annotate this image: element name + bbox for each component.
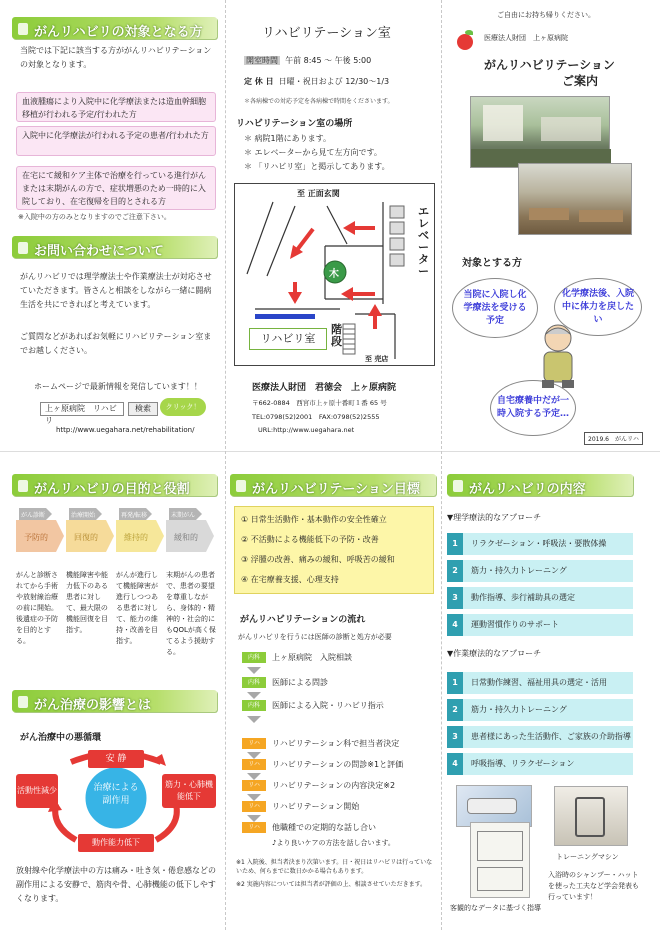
cycle-node-4: 活動性減少	[16, 774, 58, 808]
cycle-node-1: 安 静	[88, 750, 144, 768]
hospital-address: 〒662-0884 西宮市上ヶ原十番町１番 65 号	[252, 399, 387, 407]
fold-line-1	[225, 0, 226, 930]
flow-arrow-4	[247, 752, 261, 759]
flow-title: がんリハビリテーションの流れ	[240, 615, 366, 625]
cycle-node-2: 筋力・心肺機能低下	[162, 774, 216, 808]
caption-machine: トレーニングマシン	[556, 853, 619, 861]
photo-pulse-oximeter	[456, 785, 532, 827]
hospital-url: URL:http://www.uegahara.net	[258, 426, 355, 434]
location-item-3: ＊ 「リハビリ室」と掲示してあります。	[244, 162, 390, 171]
hours-value: 午前 8:45 〜 午後 5:00	[285, 56, 372, 65]
fold-line-2	[441, 0, 442, 930]
cover-org: 医療法人財団 上ヶ原病院	[484, 34, 568, 42]
target-item-1: 血液腫瘍により入院中に化学療法または造血幹細胞移植が行われる予定/行われた方	[16, 92, 216, 122]
ot-title: ▼作業療法的なアプローチ	[447, 649, 542, 658]
flow-arrow-5	[247, 773, 261, 780]
photo-training-machine	[554, 786, 628, 846]
map-stairs-label: 階段	[331, 323, 342, 348]
free-text: ご自由にお持ち帰りください。	[497, 11, 595, 19]
date-badge: 2019.6 がんリハ	[584, 432, 643, 445]
hours-label: 開室時間	[246, 56, 278, 65]
contact-url[interactable]: http://www.uegahara.net/rehabilitation/	[56, 426, 195, 434]
location-item-2: ＊ エレベーターから見て左方向です。	[244, 148, 382, 157]
floor-map	[234, 183, 435, 366]
contact-p2: ご質問などがあればお気軽にリハビリテーション室までお越しください。	[20, 332, 212, 355]
phase-3: 維持的	[124, 533, 148, 542]
map-room-label: リハビリ室	[249, 328, 327, 350]
target-note: ※入院中の方のみとなりますのでご注意下さい。	[18, 213, 171, 221]
target-intro: 当院では下記に該当する方ががんリハビリテーションの対象となります。	[20, 46, 212, 69]
ot-item-3: 3 患者様にあった生活動作、ご家族の介助指導	[447, 726, 633, 748]
hours-row	[244, 55, 371, 66]
contact-p1: がんリハビリでは理学療法士や作業療法士が対応させていただきます。皆さんと相談をしながら一緒に闘病生活を共にできればと考えています。	[20, 272, 212, 309]
pt-item-3: 3 動作指導、歩行補助具の選定	[447, 587, 633, 609]
rehab-room-title: リハビリテーション室	[262, 26, 391, 41]
fold-line-horizontal	[0, 451, 660, 452]
cover-target-title: 対象とする方	[462, 258, 522, 269]
goals-box	[234, 506, 434, 594]
goal-4: ④ 在宅療養支援、心理支持	[241, 575, 339, 584]
phase-tag-1: がん診断	[21, 512, 46, 519]
location-item-1: ＊ 病院1階にあります。	[244, 134, 331, 143]
goals-header: がんリハビリテーション目標	[230, 474, 436, 496]
goal-2: ② 不活動による機能低下の予防・改善	[241, 535, 379, 544]
flow-arrow-2	[247, 692, 261, 699]
phase-1: 予防的	[24, 533, 48, 542]
phase-tag-2: 治療開始	[71, 512, 96, 519]
map-elevator-label: エレベーター	[418, 205, 429, 278]
purpose-text-3: がんが進行して機能障害が進行しつつある患者に対して、能力の維持・改善を目指す。	[116, 571, 158, 645]
target-item-2: 入院中に化学療法が行われる予定の患者/行われた方	[16, 126, 216, 156]
vicious-title: がん治療中の悪循環	[20, 733, 102, 743]
ot-item-2: 2 筋力・持久力トレーニング	[447, 699, 633, 721]
map-shop-label: 至 売店	[365, 355, 389, 363]
caption-tablet: 入浴時のシャンプー・ハットを使った工夫など学会発表も行っています！	[548, 871, 639, 901]
hospital-name: 医療法人財団 君徳会 上ヶ原病院	[252, 383, 397, 393]
flow-arrow-7	[247, 815, 261, 822]
elderly-man-illustration	[528, 320, 588, 390]
cycle-node-3: 動作能力低下	[78, 834, 154, 852]
vicious-cycle	[16, 746, 216, 856]
logo-icon	[457, 34, 473, 50]
flow-lead: がんリハビリを行うには医師の診断と処方が必要	[238, 633, 392, 641]
goal-1: ① 日常生活動作・基本動作の安全性確立	[241, 515, 387, 524]
ot-item-1: 1 日常動作練習、福祉用具の選定・活用	[447, 672, 633, 694]
bubble-1: 当院に入院し化学療法を受ける予定	[452, 278, 538, 338]
ot-item-4: 4 呼吸指導、リラクゼーション	[447, 753, 633, 775]
cycle-center: 治療による副作用	[93, 783, 139, 806]
phase-4: 緩和的	[174, 533, 198, 542]
photo-rehab-room-1	[470, 96, 610, 168]
bubble-2: 化学療法後、入院中に体力を戻したい	[554, 278, 642, 336]
cover-title-2: ご案内	[562, 74, 599, 88]
target-item-3: 在宅にて緩和ケア主体で治療を行っている進行がんまたは末期がんの方で、症状増悪のため一時的に入院しており、在宅復帰を目的とされる方	[16, 166, 216, 210]
goal-3: ③ 浮腫の改善、痛みの緩和、呼吸苦の緩和	[241, 555, 395, 564]
closed-label: 定 休 日	[244, 77, 274, 86]
hp-text: ホームページで最新情報を発信しています！！	[34, 382, 202, 391]
search-box[interactable]: 上ヶ原病院 リハビリ	[40, 402, 124, 416]
location-title: リハビリテーション室の場所	[236, 119, 353, 129]
purpose-phases	[16, 508, 216, 556]
cover-title-1: がんリハビリテーション	[484, 58, 615, 72]
photo-data-sheet	[470, 822, 530, 898]
phase-2: 回復的	[74, 533, 98, 542]
pt-item-2: 2 筋力・持久力トレーニング	[447, 560, 633, 582]
purpose-text-2: 機能障害や能力低下のある患者に対して、最大限の機能回復を目指す。	[66, 571, 108, 634]
rehab-notice: ＊各病棟での対応予定を各病棟で時間をくださいます。	[244, 98, 394, 105]
flow-step-note: ♪より良いケアの方法を話し合います。	[272, 839, 395, 847]
map-tree-label: 木	[329, 269, 339, 280]
target-header: がんリハビリの対象となる方	[12, 17, 217, 39]
hospital-tel: TEL:0798(52)2001 FAX:0798(52)2555	[252, 413, 380, 421]
search-button[interactable]: 検索	[128, 402, 158, 416]
map-entrance-label: 至 正面玄関	[297, 189, 340, 198]
caption-data: 客観的なデータに基づく指導	[450, 904, 541, 912]
phase-tag-3: 再発/転移	[121, 512, 148, 519]
flow-footnote-2: ※2 実施内容については担当者が評価の上、相談させていただきます。	[236, 881, 427, 888]
flow-arrow-3	[247, 716, 261, 723]
impact-header: がん治療の影響とは	[12, 690, 217, 712]
phase-tag-4: 末期がん	[171, 512, 196, 519]
purpose-text-4: 末期がんの患者で、患者の要望を尊重しながら、身体的・精神的・社会的にもQOLが高く保てるよう援助する。	[166, 571, 216, 656]
flow-arrow-1	[247, 667, 261, 674]
purpose-text-1: がんと診断されてから手術や放射線治療の前に開始。後遺症の予防を目的とする。	[16, 571, 58, 645]
purpose-header: がんリハビリの目的と役割	[12, 474, 217, 496]
closed-row	[244, 76, 389, 87]
impact-text: 放射線や化学療法中の方は痛み・吐き気・倦怠感などの副作用による安静で、筋肉や骨、心肺機能の低下しやすくなります。	[16, 866, 216, 903]
photo-rehab-room-2	[518, 163, 632, 235]
flow-footnote-1: ※1 入院後、担当者決まり次第います。日・祝日はリハビリは行っていないため、何らまでに数日かかる場合もあります。	[236, 859, 433, 875]
click-badge: クリック！	[160, 398, 206, 416]
pt-title: ▼理学療法的なアプローチ	[447, 513, 542, 522]
flow-arrow-6	[247, 794, 261, 801]
contact-header: お問い合わせについて	[12, 236, 217, 258]
pt-item-4: 4 運動習慣作りのサポート	[447, 614, 633, 636]
content-header: がんリハビリの内容	[447, 474, 633, 496]
closed-value: 日曜・祝日および 12/30〜1/3	[278, 77, 390, 86]
pt-item-1: 1 リラクゼーション・呼吸法・要散体操	[447, 533, 633, 555]
bubble-3: 自宅療養中だが一時入院する予定…	[490, 380, 576, 436]
